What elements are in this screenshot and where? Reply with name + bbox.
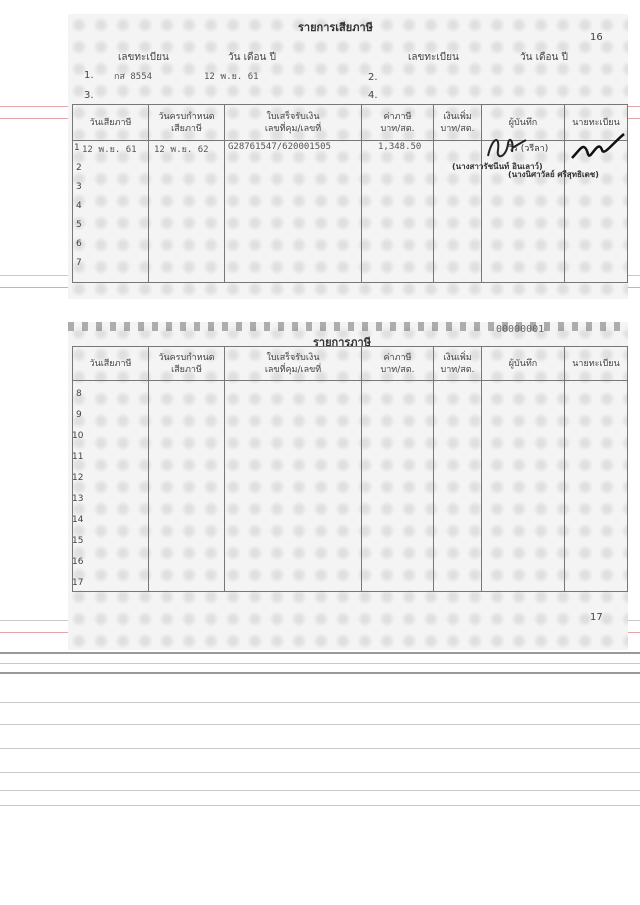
row-number: 3	[76, 182, 82, 192]
row-number: 5	[76, 220, 82, 230]
table-row	[73, 465, 628, 486]
tax-record-sheet-bottom	[68, 322, 628, 650]
recorder-name: (นางสาวรัชนีนท์ อินเลาว์)	[452, 162, 543, 171]
row-1-tax: 1,348.50	[378, 142, 422, 152]
table-row	[73, 549, 628, 570]
row-number: 13	[72, 494, 84, 504]
page-number-top: 16	[590, 32, 603, 43]
entry-3-num: 3.	[84, 90, 94, 101]
table-row	[73, 255, 628, 283]
registrar-name: (นางนิศาวัลย์ ศรีสุทธิเดช)	[508, 170, 599, 179]
date-label-right: วัน เดือน ปี	[520, 52, 568, 63]
table-row	[73, 236, 628, 255]
serial-stamp: 00000001	[496, 324, 545, 335]
row-number: 1	[74, 143, 80, 153]
row-number: 8	[76, 389, 82, 399]
col-header-receipt: ใบเสร็จรับเงิน เลขที่คุม/เลขที่	[225, 347, 362, 381]
table-row	[73, 444, 628, 465]
row-1-due-date: 12 พ.ย. 62	[154, 145, 209, 155]
row-number: 2	[76, 163, 82, 173]
table-row	[73, 217, 628, 236]
col-header-tax: ค่าภาษี บาท/สต.	[362, 105, 434, 141]
table-row	[73, 486, 628, 507]
table-row	[73, 179, 628, 198]
tax-table-2	[72, 346, 628, 592]
page-number-bottom: 17	[590, 612, 603, 623]
tax-table-2-title: รายการภาษี	[313, 336, 371, 349]
tax-record-title: รายการเสียภาษี	[298, 21, 373, 34]
col-header-registrar: นายทะเบียน	[565, 347, 628, 381]
row-number: 6	[76, 239, 82, 249]
row-number: 10	[72, 431, 84, 441]
row-number: 7	[76, 258, 82, 268]
date-label-left: วัน เดือน ปี	[228, 52, 276, 63]
tax-record-sheet-top	[68, 14, 628, 299]
registrar-signature-icon	[568, 130, 628, 166]
col-header-recorder: ผู้บันทึก	[482, 347, 565, 381]
row-1-pay-date: 12 พ.ย. 61	[82, 145, 137, 155]
table-row	[73, 570, 628, 592]
col-header-due-date: วันครบกำหนด เสียภาษี	[149, 347, 225, 381]
table-row	[73, 507, 628, 528]
table-row	[73, 402, 628, 423]
col-header-pay-date: วันเสียภาษี	[73, 105, 149, 141]
row-number: 15	[72, 536, 84, 546]
table-row	[73, 381, 628, 402]
col-header-surcharge: เงินเพิ่ม บาท/สต.	[434, 347, 482, 381]
entry-1-date: 12 พ.ย. 61	[204, 72, 259, 82]
reg-label-right: เลขทะเบียน	[408, 52, 459, 63]
entry-4-num: 4.	[368, 90, 378, 101]
row-number: 16	[72, 557, 84, 567]
entry-1-num: 1.	[84, 70, 94, 81]
entry-1-reg: กส 8554	[114, 72, 153, 82]
recorder-signed-text: วีร (วรีลา)	[508, 144, 549, 154]
col-header-pay-date: วันเสียภาษี	[73, 347, 149, 381]
row-number: 9	[76, 410, 82, 420]
col-header-tax: ค่าภาษี บาท/สต.	[362, 347, 434, 381]
col-header-surcharge: เงินเพิ่ม บาท/สต.	[434, 105, 482, 141]
table-row	[73, 423, 628, 444]
table-row	[73, 198, 628, 217]
col-header-recorder: ผู้บันทึก	[482, 105, 565, 141]
row-number: 17	[72, 578, 84, 588]
row-number: 11	[72, 452, 84, 462]
col-header-registrar: นายทะเบียน	[565, 105, 628, 141]
col-header-due-date: วันครบกำหนด เสียภาษี	[149, 105, 225, 141]
row-number: 12	[72, 473, 84, 483]
entry-2-num: 2.	[368, 72, 378, 83]
row-number: 4	[76, 201, 82, 211]
reg-label-left: เลขทะเบียน	[118, 52, 169, 63]
tax-table-1	[72, 104, 628, 283]
col-header-receipt: ใบเสร็จรับเงิน เลขที่คุม/เลขที่	[225, 105, 362, 141]
table-row	[73, 528, 628, 549]
row-number: 14	[72, 515, 84, 525]
row-1-receipt: G28761547/620001505	[228, 142, 331, 152]
